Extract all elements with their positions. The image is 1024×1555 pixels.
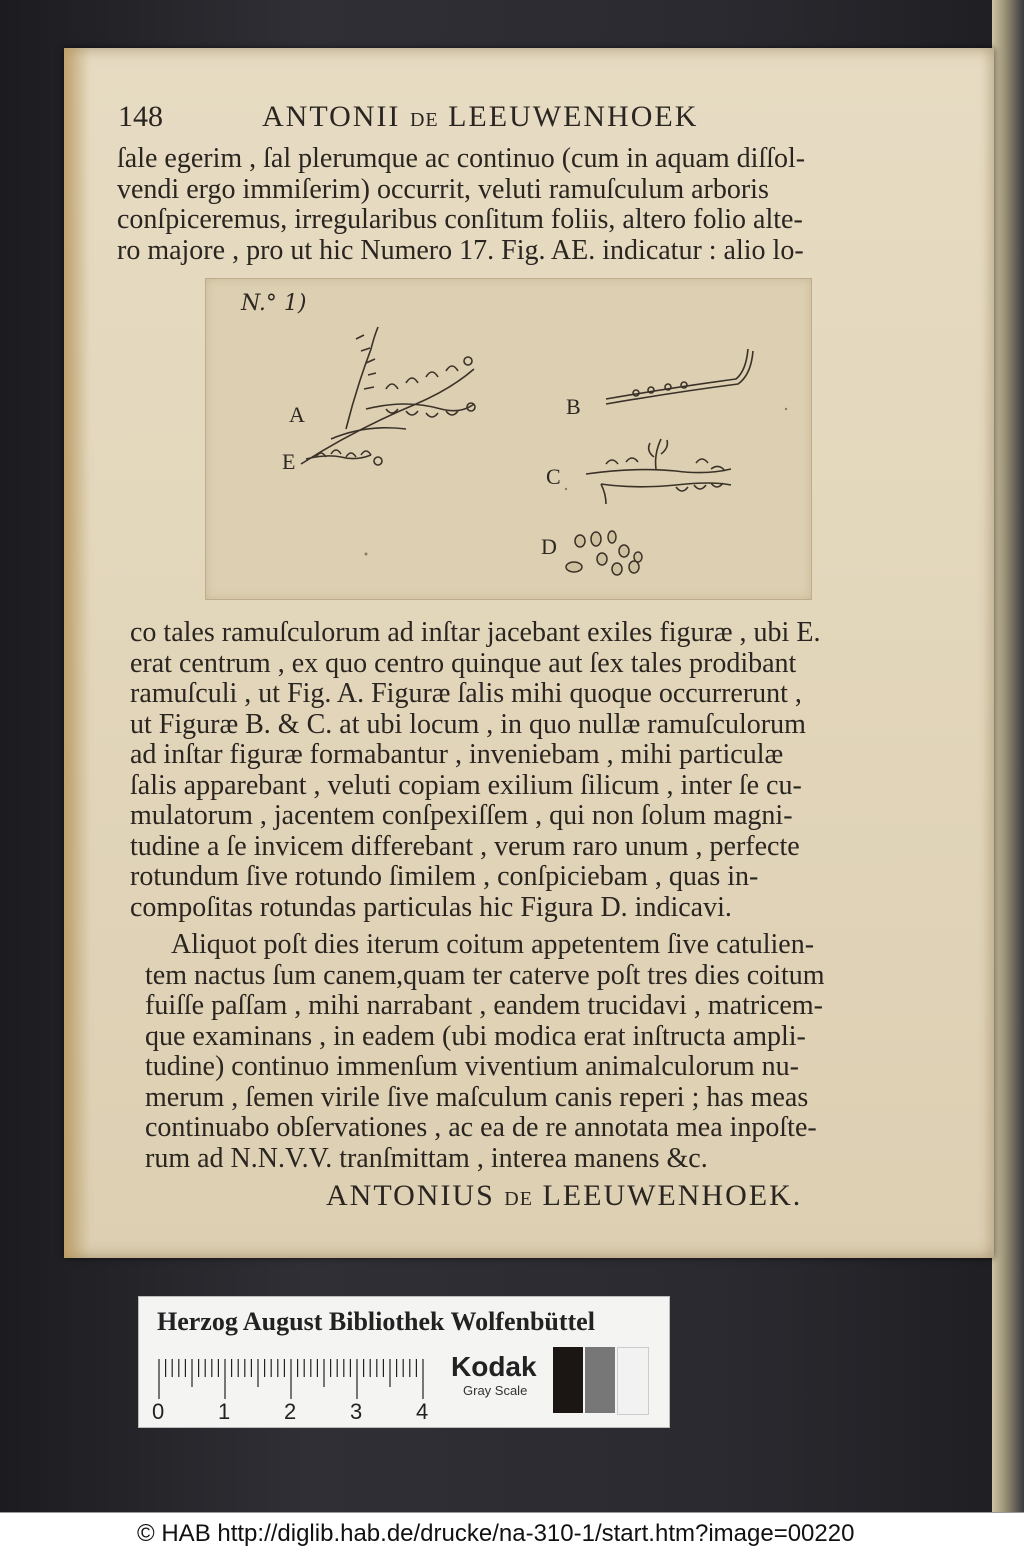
running-head-particle: DE <box>409 109 439 131</box>
text-line: conſpiceremus, irregularibus conſitum foliis, altero folio alte- <box>117 204 803 235</box>
paragraph-figure-description <box>130 618 820 923</box>
plate-illustration <box>206 279 811 599</box>
color-calibration-target <box>138 1296 670 1428</box>
paragraph-opening <box>117 144 805 266</box>
text-line: mulatorum , jacentem conſpexiſſem , qui non ſolum magni- <box>130 800 793 831</box>
copyright-text: © HAB http://diglib.hab.de/drucke/na-310-1/start.htm?image=00220 <box>137 1520 855 1547</box>
swatch-gray <box>585 1347 615 1413</box>
text-line: merum , ſemen virile ſive maſculum canis reperi ; has meas <box>145 1081 809 1113</box>
running-head-main: ANTONII <box>262 100 401 133</box>
figure-label-c: C <box>546 464 561 489</box>
institution-name: Herzog August Bibliothek Wolfenbüttel <box>157 1307 595 1336</box>
text-line: rotundum ſive rotundo ſimilem , conſpiciebam , quas in- <box>130 861 759 892</box>
text-line: ſalis apparebant , veluti copiam exilium ſilicum , inter ſe cu- <box>130 769 802 801</box>
text-line: rum ad N.N.V.V. tranſmittam , interea manens &c. <box>145 1142 708 1174</box>
text-line: Aliquot poſt dies iterum coitum appetentem ſive catulien- <box>171 929 815 960</box>
figure-a-e-drawing <box>301 327 475 465</box>
running-head-surname: LEEUWENHOEK <box>448 100 699 133</box>
text-line: fuiſſe paſſam , mihi narrabant , eandem trucidavi , matricem- <box>145 990 823 1021</box>
gray-scale-label: Gray Scale <box>463 1383 528 1398</box>
text-line: tem nactus ſum canem,quam ter caterve poſt tres dies coitum <box>145 959 825 991</box>
signature-particle: DE <box>504 1188 533 1210</box>
book-fore-edge <box>992 0 1024 1512</box>
text-line: tudine a ſe invicem differebant , verum raro unum , perfecte <box>130 830 800 862</box>
ruler-number-0: 0 <box>152 1399 165 1424</box>
running-head <box>262 102 698 136</box>
plate-number: N.° 1) <box>241 291 307 316</box>
ruler-number-3: 3 <box>350 1399 363 1424</box>
figure-label-a: A <box>289 402 305 427</box>
text-line: ſale egerim , ſal plerumque ac continuo (cum in aquam diſſol- <box>117 143 806 174</box>
text-line: continuabo obſervationes , ac ea de re annotata mea inpoſte- <box>145 1112 817 1143</box>
text-line: ad inſtar figuræ formabantur , inveniebam , mihi particulæ <box>130 739 784 770</box>
ruler-number-4: 4 <box>416 1399 429 1424</box>
signature-first-name: ANTONIUS <box>326 1179 495 1212</box>
figure-label-e: E <box>282 449 296 474</box>
paragraph-closing <box>145 930 825 1174</box>
text-line: co tales ramuſculorum ad inſtar jacebant exiles figuræ , ubi E. <box>130 617 821 648</box>
page-number: 148 <box>118 100 163 133</box>
ruler-number-2: 2 <box>284 1399 297 1424</box>
kodak-logo: Kodak <box>451 1351 537 1382</box>
figure-d-drawing <box>566 531 642 575</box>
text-line: ramuſculi , ut Fig. A. Figuræ ſalis mihi quoque occurrerunt , <box>130 678 802 709</box>
text-line: que examinans , in eadem (ubi modica erat inſtructa ampli- <box>145 1020 806 1052</box>
swatch-black <box>553 1347 583 1413</box>
figure-c-drawing <box>586 439 731 504</box>
ruler-number-1: 1 <box>218 1399 231 1424</box>
plate-speckle <box>365 408 788 556</box>
swatch-white <box>617 1347 649 1415</box>
figure-label-d: D <box>541 534 557 559</box>
copyright-footer <box>0 1512 1024 1555</box>
page-gutter-stain <box>64 48 90 1258</box>
engraved-plate <box>205 278 812 600</box>
text-line: vendi ergo immiſerim) occurrit, veluti ramuſculum arboris <box>117 173 769 205</box>
text-line: compoſitas rotundas particulas hic Figura D. indicavi. <box>130 891 732 923</box>
figure-b-drawing <box>606 349 753 404</box>
signature-surname: LEEUWENHOEK. <box>542 1179 803 1212</box>
figure-label-b: B <box>566 394 581 419</box>
text-line: erat centrum , ex quo centro quinque aut ſex tales prodibant <box>130 647 797 679</box>
text-line: tudine) continuo immenſum viventium animalculorum nu- <box>145 1051 799 1082</box>
author-signature <box>326 1181 802 1215</box>
ruler-scale <box>157 1359 427 1401</box>
text-line: ro majore , pro ut hic Numero 17. Fig. AE. indicatur : alio lo- <box>117 234 804 266</box>
text-line: ut Figuræ B. & C. at ubi locum , in quo nullæ ramuſculorum <box>130 708 806 740</box>
